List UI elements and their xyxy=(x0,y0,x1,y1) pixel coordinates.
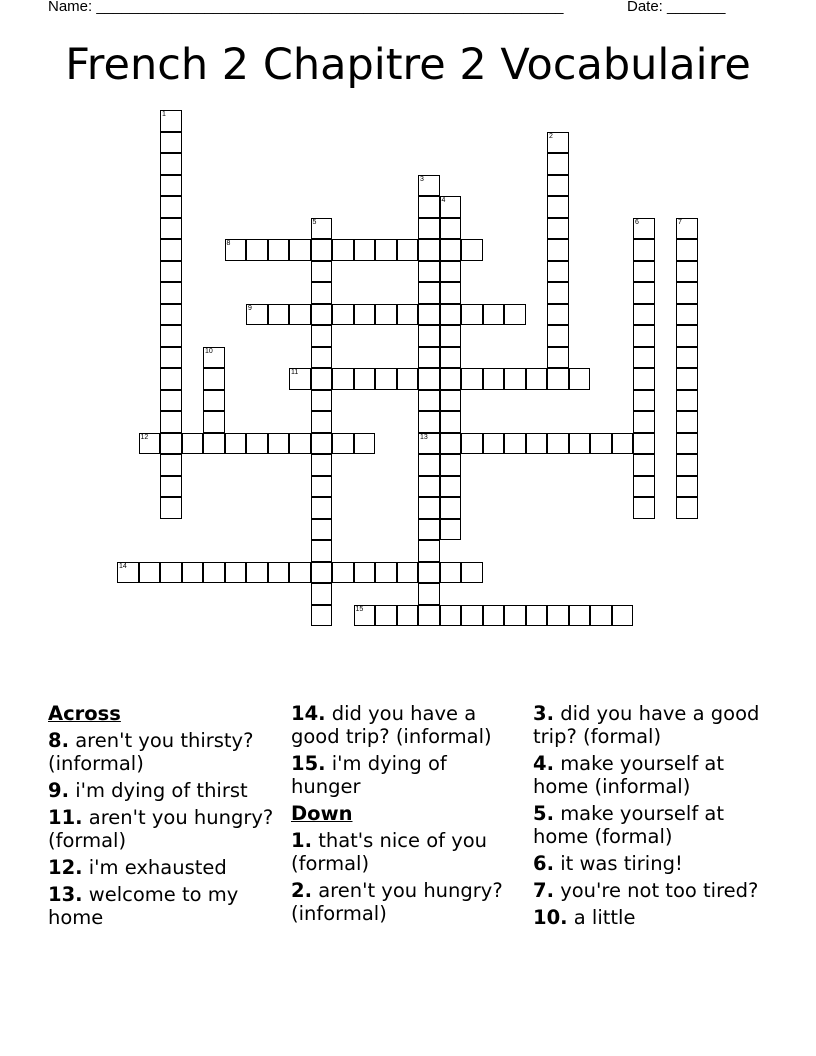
crossword-cell[interactable] xyxy=(547,196,569,218)
clue-number-2: 2 xyxy=(549,132,553,140)
crossword-cell[interactable] xyxy=(418,411,440,433)
crossword-cell[interactable] xyxy=(160,132,182,154)
crossword-cell[interactable] xyxy=(440,390,462,412)
crossword-cell[interactable] xyxy=(676,411,698,433)
crossword-cell[interactable] xyxy=(547,175,569,197)
clue-text: did you have a good trip? (informal) xyxy=(291,702,492,748)
crossword-cell[interactable] xyxy=(418,454,440,476)
crossword-cell[interactable] xyxy=(375,239,397,261)
crossword-cell[interactable] xyxy=(418,476,440,498)
crossword-cell[interactable] xyxy=(332,304,354,326)
crossword-cell[interactable] xyxy=(418,261,440,283)
crossword-cell[interactable] xyxy=(440,282,462,304)
page-title: French 2 Chapitre 2 Vocabulaire xyxy=(65,40,751,90)
clue-text: aren't you hungry? (formal) xyxy=(48,806,274,852)
crossword-cell[interactable] xyxy=(633,239,655,261)
crossword-cell[interactable] xyxy=(160,153,182,175)
crossword-cell[interactable] xyxy=(547,218,569,240)
crossword-cell[interactable] xyxy=(633,325,655,347)
crossword-cell[interactable] xyxy=(354,239,376,261)
crossword-cell[interactable] xyxy=(160,304,182,326)
clue-across-12 xyxy=(48,856,278,879)
crossword-cell[interactable] xyxy=(397,562,419,584)
crossword-cell[interactable] xyxy=(203,433,225,455)
crossword-cell[interactable] xyxy=(332,239,354,261)
crossword-cell[interactable] xyxy=(440,433,462,455)
crossword-cell[interactable] xyxy=(461,304,483,326)
crossword-cell[interactable] xyxy=(203,562,225,584)
crossword-cell[interactable] xyxy=(160,411,182,433)
clue-number: 13. xyxy=(48,883,83,906)
crossword-cell[interactable] xyxy=(160,347,182,369)
crossword-cell[interactable] xyxy=(397,239,419,261)
crossword-cell[interactable] xyxy=(225,433,247,455)
clue-down-7 xyxy=(533,879,763,902)
crossword-cell[interactable] xyxy=(633,368,655,390)
crossword-cell[interactable] xyxy=(504,368,526,390)
crossword-cell[interactable] xyxy=(311,239,333,261)
crossword-cell[interactable] xyxy=(246,433,268,455)
crossword-cell[interactable] xyxy=(268,304,290,326)
crossword-cell[interactable] xyxy=(160,454,182,476)
crossword-cell[interactable] xyxy=(418,540,440,562)
clue-number: 8. xyxy=(48,729,69,752)
clue-across-8 xyxy=(48,729,278,775)
clue-number: 3. xyxy=(533,702,554,725)
name-line: Name: ________________________________________________________ xyxy=(48,0,564,15)
crossword-cell[interactable] xyxy=(418,239,440,261)
crossword-cell[interactable] xyxy=(311,497,333,519)
clue-down-4 xyxy=(533,752,763,798)
crossword-cell[interactable] xyxy=(440,562,462,584)
clue-down-5 xyxy=(533,802,763,848)
crossword-cell[interactable] xyxy=(203,368,225,390)
clue-number-5: 5 xyxy=(312,218,317,226)
clue-number-1: 1 xyxy=(162,111,166,118)
crossword-cell[interactable] xyxy=(375,368,397,390)
crossword-cell[interactable] xyxy=(440,411,462,433)
crossword-cell[interactable] xyxy=(440,261,462,283)
clue-across-14 xyxy=(291,702,521,748)
clue-text: aren't you hungry? (informal) xyxy=(291,879,503,925)
crossword-cell[interactable] xyxy=(203,390,225,412)
crossword-cell[interactable] xyxy=(547,605,569,627)
down-heading: Down xyxy=(291,802,353,825)
crossword-cell[interactable] xyxy=(676,304,698,326)
crossword-cell[interactable] xyxy=(440,454,462,476)
crossword-cell[interactable] xyxy=(311,583,333,605)
crossword-cell[interactable] xyxy=(418,196,440,218)
crossword-cell[interactable] xyxy=(160,261,182,283)
crossword-cell[interactable] xyxy=(418,325,440,347)
crossword-cell[interactable] xyxy=(676,325,698,347)
crossword-cell[interactable] xyxy=(289,239,311,261)
clue-number: 11. xyxy=(48,806,83,829)
crossword-cell[interactable] xyxy=(160,497,182,519)
crossword-cell[interactable] xyxy=(440,497,462,519)
crossword-cell[interactable] xyxy=(289,562,311,584)
crossword-cell[interactable] xyxy=(483,304,505,326)
clue-text: i'm dying of thirst xyxy=(75,779,248,802)
clue-number-7: 7 xyxy=(678,218,682,226)
crossword-cell[interactable] xyxy=(418,218,440,240)
clue-text: make yourself at home (informal) xyxy=(533,752,725,798)
crossword-cell[interactable] xyxy=(375,562,397,584)
date-line: Date: _______ xyxy=(627,0,726,15)
crossword-cell[interactable] xyxy=(418,583,440,605)
crossword-cell[interactable] xyxy=(676,368,698,390)
clue-down-1 xyxy=(291,829,521,875)
crossword-cell[interactable] xyxy=(461,433,483,455)
crossword-cell[interactable] xyxy=(268,239,290,261)
clue-column-3 xyxy=(533,702,763,933)
crossword-cell[interactable] xyxy=(461,605,483,627)
clue-text: i'm exhausted xyxy=(88,856,227,879)
crossword-cell[interactable] xyxy=(375,605,397,627)
crossword-cell[interactable] xyxy=(440,218,462,240)
clue-column-1 xyxy=(48,702,278,933)
crossword-cell[interactable] xyxy=(526,605,548,627)
crossword-cell[interactable] xyxy=(375,304,397,326)
crossword-cell[interactable] xyxy=(311,390,333,412)
crossword-cell[interactable] xyxy=(311,282,333,304)
crossword-cell[interactable] xyxy=(268,562,290,584)
crossword-cell[interactable] xyxy=(440,519,462,541)
crossword-cell[interactable] xyxy=(633,433,655,455)
crossword-cell[interactable] xyxy=(633,347,655,369)
crossword-cell[interactable] xyxy=(676,239,698,261)
crossword-cell[interactable] xyxy=(182,433,204,455)
crossword-cell[interactable] xyxy=(311,519,333,541)
clue-number-3: 3 xyxy=(420,175,424,183)
crossword-cell[interactable] xyxy=(160,239,182,261)
crossword-cell[interactable] xyxy=(139,562,161,584)
crossword-cell[interactable] xyxy=(633,282,655,304)
crossword-cell[interactable] xyxy=(590,433,612,455)
crossword-cell[interactable] xyxy=(676,433,698,455)
clue-column-2 xyxy=(291,702,521,929)
clue-text: it was tiring! xyxy=(560,852,683,875)
crossword-cell[interactable] xyxy=(332,562,354,584)
crossword-cell[interactable] xyxy=(526,368,548,390)
crossword-cell[interactable] xyxy=(311,325,333,347)
clue-text: a little xyxy=(573,906,636,929)
clue-number-8: 8 xyxy=(226,240,231,247)
crossword-cell[interactable] xyxy=(160,368,182,390)
clue-number-6: 6 xyxy=(635,218,639,226)
crossword-cell[interactable] xyxy=(311,368,333,390)
clue-down-10 xyxy=(533,906,763,929)
clue-text: i'm dying of hunger xyxy=(291,752,447,798)
clue-number: 12. xyxy=(48,856,83,879)
crossword-cell[interactable] xyxy=(160,218,182,240)
crossword-cell[interactable] xyxy=(311,261,333,283)
clue-number-11: 11 xyxy=(291,369,299,376)
crossword-cell[interactable] xyxy=(311,454,333,476)
crossword-cell[interactable] xyxy=(440,605,462,627)
across-heading: Across xyxy=(48,702,121,725)
crossword-cell[interactable] xyxy=(289,304,311,326)
crossword-cell[interactable] xyxy=(504,605,526,627)
crossword-cell[interactable] xyxy=(160,476,182,498)
clue-text: you're not too tired? xyxy=(560,879,759,902)
clue-down-2 xyxy=(291,879,521,925)
clue-text: aren't you thirsty? (informal) xyxy=(48,729,254,775)
crossword-cell[interactable] xyxy=(160,325,182,347)
crossword-cell[interactable] xyxy=(483,605,505,627)
clue-number: 5. xyxy=(533,802,554,825)
crossword-cell[interactable] xyxy=(418,390,440,412)
crossword-cell[interactable] xyxy=(461,368,483,390)
crossword-cell[interactable] xyxy=(547,261,569,283)
crossword-cell[interactable] xyxy=(311,347,333,369)
crossword-cell[interactable] xyxy=(418,304,440,326)
crossword-cell[interactable] xyxy=(547,239,569,261)
crossword-cell[interactable] xyxy=(676,476,698,498)
crossword-cell[interactable] xyxy=(590,605,612,627)
clue-number-9: 9 xyxy=(248,304,252,312)
crossword-cell[interactable] xyxy=(440,325,462,347)
crossword-cell[interactable] xyxy=(418,519,440,541)
crossword-cell[interactable] xyxy=(225,562,247,584)
clue-across-13 xyxy=(48,883,278,929)
crossword-cell[interactable] xyxy=(160,433,182,455)
crossword-cell[interactable] xyxy=(418,497,440,519)
crossword-cell[interactable] xyxy=(246,562,268,584)
crossword-cell[interactable] xyxy=(461,239,483,261)
crossword-cell[interactable] xyxy=(633,497,655,519)
crossword-cell[interactable] xyxy=(569,368,591,390)
crossword-cell[interactable] xyxy=(289,433,311,455)
clue-number-12: 12 xyxy=(140,433,149,441)
crossword-cell[interactable] xyxy=(418,562,440,584)
crossword-cell[interactable] xyxy=(676,390,698,412)
clue-number-14: 14 xyxy=(119,562,127,570)
crossword-cell[interactable] xyxy=(633,476,655,498)
crossword-cell[interactable] xyxy=(160,390,182,412)
clue-number: 1. xyxy=(291,829,312,852)
clue-number-13: 13 xyxy=(420,433,428,441)
crossword-cell[interactable] xyxy=(354,433,376,455)
crossword-cell[interactable] xyxy=(440,476,462,498)
crossword-cell[interactable] xyxy=(160,175,182,197)
crossword-cell[interactable] xyxy=(440,368,462,390)
crossword-cell[interactable] xyxy=(268,433,290,455)
clue-text: make yourself at home (formal) xyxy=(533,802,725,848)
crossword-cell[interactable] xyxy=(547,368,569,390)
crossword-cell[interactable] xyxy=(504,433,526,455)
crossword-cell[interactable] xyxy=(397,605,419,627)
crossword-cell[interactable] xyxy=(526,433,548,455)
crossword-cell[interactable] xyxy=(461,562,483,584)
crossword-cell[interactable] xyxy=(569,605,591,627)
crossword-cell[interactable] xyxy=(440,347,462,369)
crossword-cell[interactable] xyxy=(547,347,569,369)
clue-number: 10. xyxy=(533,906,568,929)
crossword-cell[interactable] xyxy=(676,347,698,369)
crossword-cell[interactable] xyxy=(182,562,204,584)
clue-across-11 xyxy=(48,806,278,852)
crossword-cell[interactable] xyxy=(483,433,505,455)
crossword-cell[interactable] xyxy=(612,605,634,627)
crossword-cell[interactable] xyxy=(633,411,655,433)
crossword-cell[interactable] xyxy=(440,239,462,261)
crossword-cell[interactable] xyxy=(547,153,569,175)
crossword-cell[interactable] xyxy=(547,304,569,326)
crossword-cell[interactable] xyxy=(160,562,182,584)
crossword-cell[interactable] xyxy=(311,562,333,584)
crossword-cell[interactable] xyxy=(397,368,419,390)
crossword-cell[interactable] xyxy=(504,304,526,326)
crossword-cell[interactable] xyxy=(676,282,698,304)
clue-down-3 xyxy=(533,702,763,748)
crossword-cell[interactable] xyxy=(311,540,333,562)
crossword-cell[interactable] xyxy=(311,476,333,498)
clue-across-15 xyxy=(291,752,521,798)
crossword-cell[interactable] xyxy=(311,411,333,433)
crossword-cell[interactable] xyxy=(633,304,655,326)
crossword-cell[interactable] xyxy=(612,433,634,455)
crossword-cell[interactable] xyxy=(418,347,440,369)
crossword-cell[interactable] xyxy=(483,368,505,390)
crossword-cell[interactable] xyxy=(332,433,354,455)
crossword-cell[interactable] xyxy=(354,562,376,584)
crossword-cell[interactable] xyxy=(547,433,569,455)
crossword-cell[interactable] xyxy=(633,454,655,476)
clue-down-6 xyxy=(533,852,763,875)
clue-number: 2. xyxy=(291,879,312,902)
clue-number: 14. xyxy=(291,702,326,725)
crossword-cell[interactable] xyxy=(246,239,268,261)
clue-number: 9. xyxy=(48,779,69,802)
clue-number: 6. xyxy=(533,852,554,875)
crossword-cell[interactable] xyxy=(633,390,655,412)
crossword-cell[interactable] xyxy=(397,304,419,326)
crossword-cell[interactable] xyxy=(569,433,591,455)
crossword-cell[interactable] xyxy=(547,282,569,304)
crossword-cell[interactable] xyxy=(676,497,698,519)
crossword-cell[interactable] xyxy=(203,411,225,433)
crossword-cell[interactable] xyxy=(311,304,333,326)
clue-number: 7. xyxy=(533,879,554,902)
crossword-cell[interactable] xyxy=(440,304,462,326)
crossword-cell[interactable] xyxy=(354,368,376,390)
clue-text: welcome to my home xyxy=(48,883,239,929)
crossword-cell[interactable] xyxy=(418,282,440,304)
clue-text: did you have a good trip? (formal) xyxy=(533,702,760,748)
clue-number: 15. xyxy=(291,752,326,775)
crossword-cell[interactable] xyxy=(332,368,354,390)
crossword-cell[interactable] xyxy=(633,261,655,283)
clue-text: that's nice of you (formal) xyxy=(291,829,488,875)
crossword-cell[interactable] xyxy=(676,261,698,283)
crossword-cell[interactable] xyxy=(160,282,182,304)
clue-number-10: 10 xyxy=(205,347,213,355)
crossword-cell[interactable] xyxy=(311,605,333,627)
crossword-cell[interactable] xyxy=(160,196,182,218)
clue-number-4: 4 xyxy=(441,197,446,204)
crossword-cell[interactable] xyxy=(311,433,333,455)
crossword-cell[interactable] xyxy=(547,325,569,347)
clue-number-15: 15 xyxy=(355,605,364,613)
clue-number: 4. xyxy=(533,752,554,775)
crossword-cell[interactable] xyxy=(354,304,376,326)
crossword-cell[interactable] xyxy=(418,605,440,627)
clue-across-9 xyxy=(48,779,278,802)
crossword-cell[interactable] xyxy=(418,368,440,390)
crossword-cell[interactable] xyxy=(676,454,698,476)
